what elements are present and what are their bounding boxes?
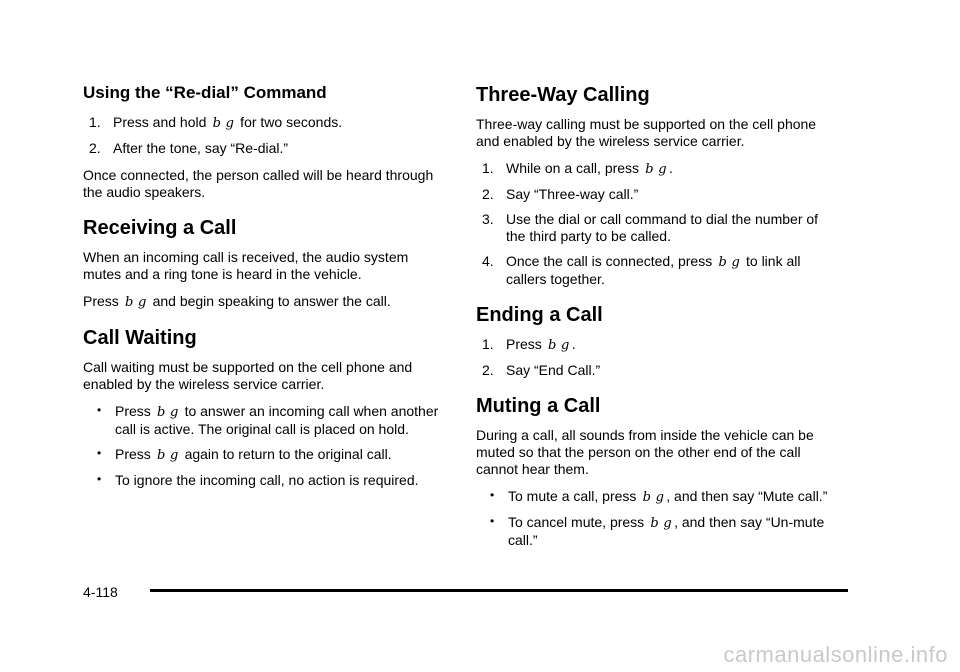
step-text: Use the dial or call command to dial the number of the third party to be called. [506, 211, 819, 244]
waiting-paragraph: Call waiting must be supported on the cell phone and enabled by the wireless service carrier. [83, 359, 413, 392]
bullet-text: To ignore the incoming call, no action is required. [115, 472, 419, 488]
step-text: Say “Three-way call.” [506, 186, 639, 202]
push-to-talk-icon: b [212, 116, 221, 131]
waiting-heading: Call Waiting [83, 327, 197, 349]
push-to-talk-icon: b [157, 448, 166, 463]
handsfree-icon: g [663, 516, 672, 531]
ending-heading: Ending a Call [476, 304, 603, 326]
list-item [83, 114, 443, 132]
list-item [476, 514, 836, 549]
bullet-text: Press [115, 446, 155, 462]
bullet-text: , and then say “Mute call.” [666, 488, 828, 504]
list-item [83, 472, 443, 489]
bullet-text: , and then say “Un-mute call.” [508, 514, 825, 548]
bullet-icon: • [490, 514, 495, 528]
redial-section [83, 82, 443, 201]
step-number: 2. [89, 140, 101, 156]
left-column [83, 82, 443, 499]
step-text: . [571, 336, 576, 352]
press-text: and begin speaking to answer the call. [148, 293, 391, 309]
push-to-talk-icon: b [157, 405, 166, 420]
step-number: 1. [482, 336, 494, 352]
waiting-bullets [83, 403, 443, 489]
list-item [476, 211, 836, 245]
list-item [476, 160, 836, 178]
step-text: for two seconds. [236, 114, 343, 130]
redial-steps [83, 114, 443, 157]
ending-section [476, 302, 836, 379]
bullet-text: to answer an incoming call when another call is active. The original call is placed on hold. [115, 403, 439, 437]
muting-bullets [476, 488, 836, 549]
step-number: 1. [482, 160, 494, 176]
threeway-paragraph: Three-way calling must be supported on the cell phone and enabled by the wireless service carrier. [476, 116, 817, 149]
step-number: 2. [482, 186, 494, 202]
press-text: Press [83, 293, 123, 309]
step-number: 1. [89, 114, 101, 130]
step-number: 4. [482, 253, 494, 269]
step-text: Once the call is connected, press [506, 253, 717, 269]
ending-steps [476, 336, 836, 379]
list-item [476, 186, 836, 203]
right-column [476, 82, 836, 559]
list-item [476, 362, 836, 379]
bullet-text: To cancel mute, press [508, 514, 649, 530]
muting-section [476, 393, 836, 549]
step-text: Say “End Call.” [506, 362, 601, 378]
list-item [476, 336, 836, 354]
threeway-heading: Three-Way Calling [476, 84, 650, 106]
push-to-talk-icon: b [548, 338, 557, 353]
threeway-steps [476, 160, 836, 288]
step-text: While on a call, press [506, 160, 643, 176]
footer-divider [150, 589, 848, 592]
waiting-section [83, 325, 443, 489]
push-to-talk-icon: b [718, 255, 727, 270]
redial-paragraph: Once connected, the person called will be heard through the audio speakers. [83, 167, 434, 200]
push-to-talk-icon: b [650, 516, 659, 531]
bullet-icon: • [97, 446, 102, 460]
watermark: carmanualsonline.info [723, 642, 948, 667]
receiving-heading: Receiving a Call [83, 217, 237, 239]
muting-paragraph: During a call, all sounds from inside the vehicle can be muted so that the person on the other end of the call cannot hear them. [476, 427, 814, 477]
list-item [83, 140, 443, 157]
step-text: After the tone, say “Re-dial.” [113, 140, 289, 156]
handsfree-icon: g [561, 338, 570, 353]
receiving-paragraph: When an incoming call is received, the audio system mutes and a ring tone is heard in the vehicle. [83, 249, 409, 282]
handsfree-icon: g [138, 295, 147, 310]
bullet-text: To mute a call, press [508, 488, 641, 504]
handsfree-icon: g [658, 162, 667, 177]
bullet-icon: • [97, 403, 102, 417]
step-text: . [668, 160, 673, 176]
page-number: 4-118 [83, 584, 118, 600]
list-item [83, 403, 443, 438]
push-to-talk-icon: b [642, 490, 651, 505]
push-to-talk-icon: b [645, 162, 654, 177]
muting-heading: Muting a Call [476, 395, 601, 417]
list-item [476, 253, 836, 288]
redial-heading: Using the “Re-dial” Command [83, 83, 327, 102]
receiving-section [83, 215, 443, 311]
handsfree-icon: g [170, 448, 179, 463]
receiving-press-line [83, 293, 443, 311]
step-text: Press and hold [113, 114, 211, 130]
threeway-section [476, 82, 836, 288]
list-item [83, 446, 443, 464]
handsfree-icon: g [225, 116, 234, 131]
step-text: to link all callers together. [506, 253, 801, 287]
handsfree-icon: g [170, 405, 179, 420]
bullet-icon: • [490, 488, 495, 502]
push-to-talk-icon: b [125, 295, 134, 310]
handsfree-icon: g [655, 490, 664, 505]
bullet-text: again to return to the original call. [180, 446, 392, 462]
step-text: Press [506, 336, 546, 352]
bullet-icon: • [97, 472, 102, 486]
step-number: 2. [482, 362, 494, 378]
bullet-text: Press [115, 403, 155, 419]
step-number: 3. [482, 211, 494, 227]
list-item [476, 488, 836, 506]
handsfree-icon: g [731, 255, 740, 270]
